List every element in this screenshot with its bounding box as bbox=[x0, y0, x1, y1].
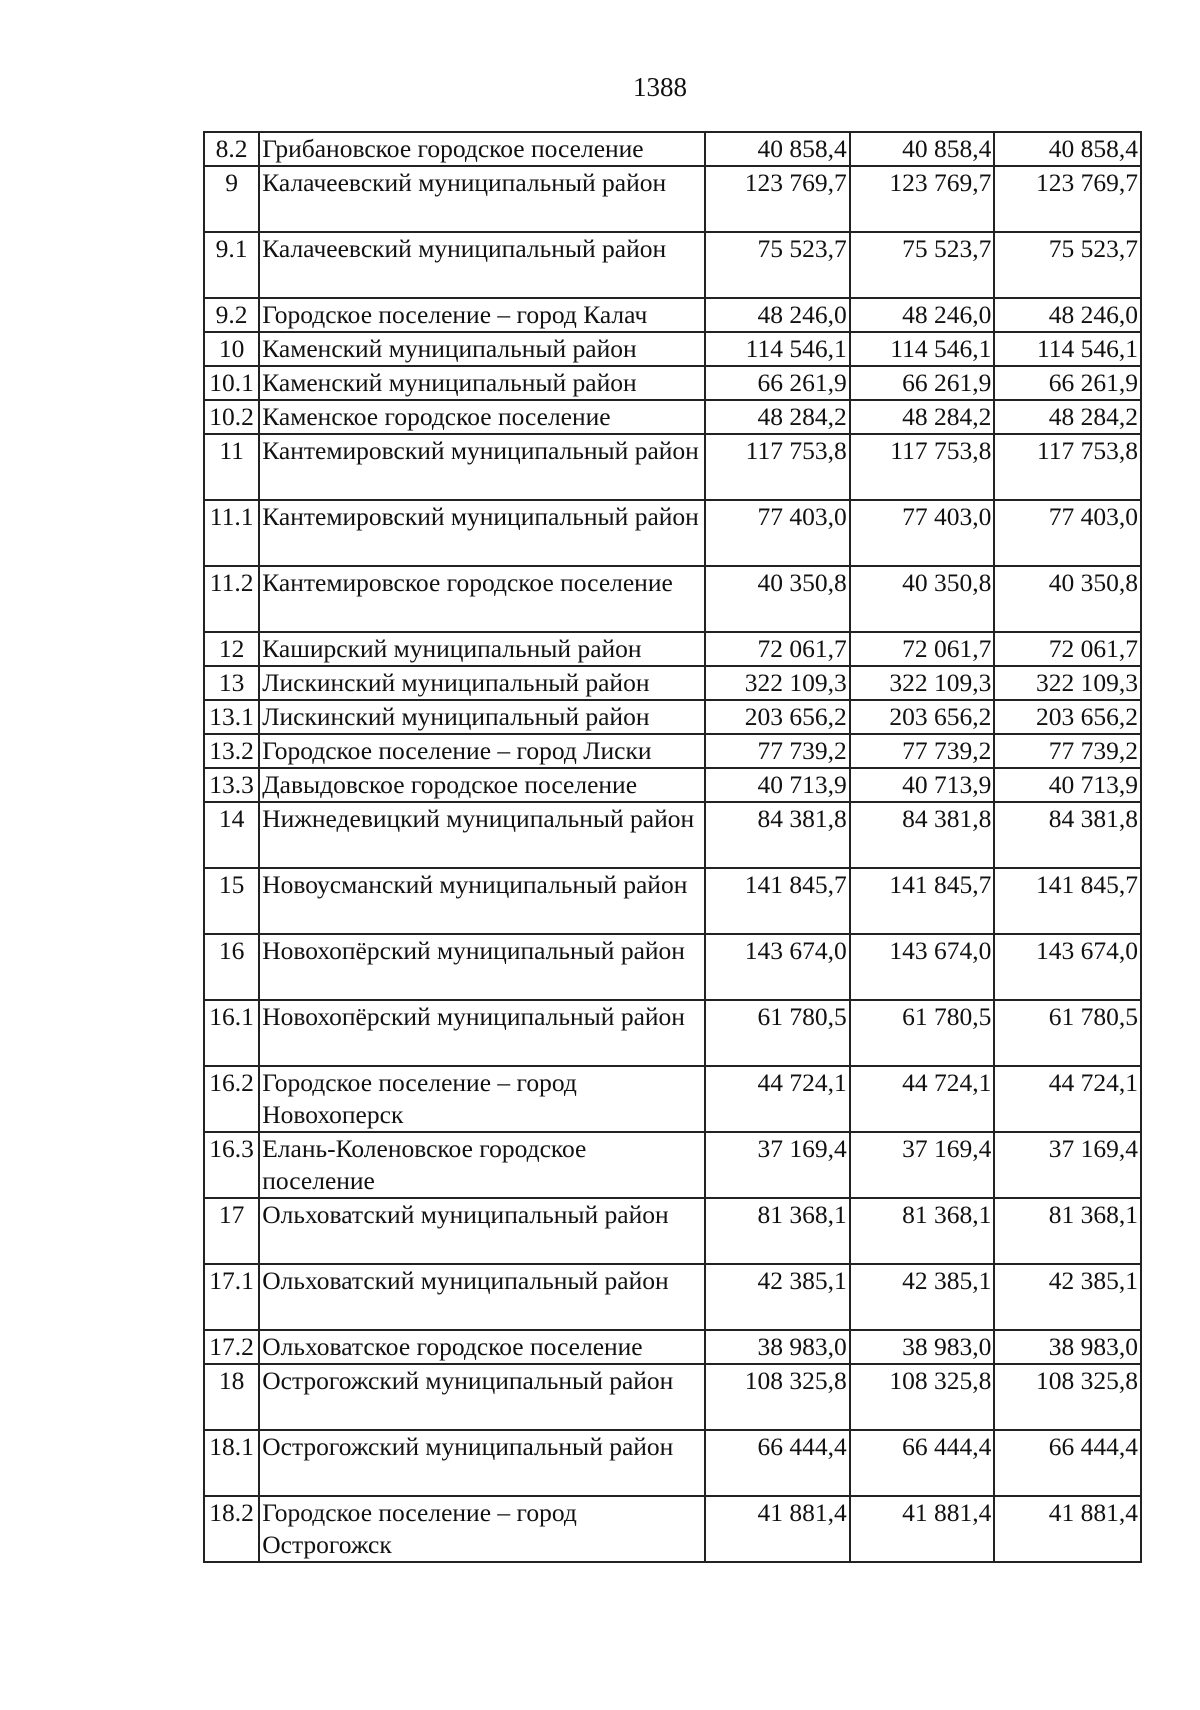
row-number: 9.1 bbox=[204, 232, 259, 298]
table-row bbox=[204, 1430, 1141, 1496]
row-name: Городское поселение – город Лиски bbox=[259, 734, 705, 768]
row-value-2: 75 523,7 bbox=[850, 232, 995, 298]
row-value-2: 77 403,0 bbox=[850, 500, 995, 566]
row-name: Ольховатский муниципальный район bbox=[259, 1198, 705, 1264]
row-value-3: 77 403,0 bbox=[994, 500, 1141, 566]
row-value-2: 203 656,2 bbox=[850, 700, 995, 734]
table-row bbox=[204, 332, 1141, 366]
table-row bbox=[204, 132, 1141, 166]
row-number: 15 bbox=[204, 868, 259, 934]
row-value-2: 61 780,5 bbox=[850, 1000, 995, 1066]
row-value-3: 40 858,4 bbox=[994, 132, 1141, 166]
row-value-1: 114 546,1 bbox=[705, 332, 850, 366]
row-number: 13.1 bbox=[204, 700, 259, 734]
row-value-3: 66 261,9 bbox=[994, 366, 1141, 400]
row-number: 10.2 bbox=[204, 400, 259, 434]
table-row bbox=[204, 1066, 1141, 1132]
row-number: 8.2 bbox=[204, 132, 259, 166]
row-value-1: 77 403,0 bbox=[705, 500, 850, 566]
row-value-1: 143 674,0 bbox=[705, 934, 850, 1000]
row-number: 12 bbox=[204, 632, 259, 666]
row-value-3: 141 845,7 bbox=[994, 868, 1141, 934]
table-row bbox=[204, 632, 1141, 666]
page-number: 1388 bbox=[633, 72, 687, 102]
row-value-1: 108 325,8 bbox=[705, 1364, 850, 1430]
row-value-3: 81 368,1 bbox=[994, 1198, 1141, 1264]
row-value-1: 77 739,2 bbox=[705, 734, 850, 768]
row-name: Новохопёрский муниципальный район bbox=[259, 1000, 705, 1066]
row-value-2: 72 061,7 bbox=[850, 632, 995, 666]
row-value-2: 322 109,3 bbox=[850, 666, 995, 700]
row-name: Грибановское городское поселение bbox=[259, 132, 705, 166]
table-row bbox=[204, 1198, 1141, 1264]
row-name: Острогожский муниципальный район bbox=[259, 1364, 705, 1430]
table-body bbox=[204, 132, 1141, 1562]
row-number: 17.1 bbox=[204, 1264, 259, 1330]
row-name: Кантемировский муниципальный район bbox=[259, 434, 705, 500]
row-number: 16.3 bbox=[204, 1132, 259, 1198]
row-name: Кантемировское городское поселение bbox=[259, 566, 705, 632]
row-value-1: 38 983,0 bbox=[705, 1330, 850, 1364]
table-row bbox=[204, 734, 1141, 768]
row-number: 14 bbox=[204, 802, 259, 868]
row-value-1: 44 724,1 bbox=[705, 1066, 850, 1132]
table-row bbox=[204, 566, 1141, 632]
table-row bbox=[204, 868, 1141, 934]
row-name: Давыдовское городское поселение bbox=[259, 768, 705, 802]
row-number: 13.3 bbox=[204, 768, 259, 802]
row-value-2: 81 368,1 bbox=[850, 1198, 995, 1264]
table-row bbox=[204, 1264, 1141, 1330]
row-value-3: 42 385,1 bbox=[994, 1264, 1141, 1330]
row-name: Калачеевский муниципальный район bbox=[259, 166, 705, 232]
row-value-3: 117 753,8 bbox=[994, 434, 1141, 500]
row-value-1: 75 523,7 bbox=[705, 232, 850, 298]
row-number: 16.1 bbox=[204, 1000, 259, 1066]
row-value-3: 37 169,4 bbox=[994, 1132, 1141, 1198]
table-row bbox=[204, 1364, 1141, 1430]
row-value-2: 66 444,4 bbox=[850, 1430, 995, 1496]
row-value-2: 37 169,4 bbox=[850, 1132, 995, 1198]
row-value-3: 123 769,7 bbox=[994, 166, 1141, 232]
table-row bbox=[204, 1330, 1141, 1364]
row-number: 11.1 bbox=[204, 500, 259, 566]
row-value-1: 66 261,9 bbox=[705, 366, 850, 400]
table-row bbox=[204, 1496, 1141, 1562]
row-value-1: 48 246,0 bbox=[705, 298, 850, 332]
table-row bbox=[204, 366, 1141, 400]
row-value-2: 48 246,0 bbox=[850, 298, 995, 332]
row-name: Елань-Коленовское городское поселение bbox=[259, 1132, 705, 1198]
row-value-2: 40 350,8 bbox=[850, 566, 995, 632]
row-value-2: 77 739,2 bbox=[850, 734, 995, 768]
row-value-3: 66 444,4 bbox=[994, 1430, 1141, 1496]
row-number: 18.1 bbox=[204, 1430, 259, 1496]
row-number: 13.2 bbox=[204, 734, 259, 768]
row-number: 9 bbox=[204, 166, 259, 232]
row-value-3: 108 325,8 bbox=[994, 1364, 1141, 1430]
row-value-3: 75 523,7 bbox=[994, 232, 1141, 298]
table-row bbox=[204, 666, 1141, 700]
row-value-1: 42 385,1 bbox=[705, 1264, 850, 1330]
row-name: Ольховатское городское поселение bbox=[259, 1330, 705, 1364]
row-value-2: 141 845,7 bbox=[850, 868, 995, 934]
row-value-1: 66 444,4 bbox=[705, 1430, 850, 1496]
row-value-1: 48 284,2 bbox=[705, 400, 850, 434]
row-number: 10 bbox=[204, 332, 259, 366]
row-value-3: 48 246,0 bbox=[994, 298, 1141, 332]
row-name: Городское поселение – город Калач bbox=[259, 298, 705, 332]
row-value-2: 143 674,0 bbox=[850, 934, 995, 1000]
table-row bbox=[204, 768, 1141, 802]
row-value-2: 117 753,8 bbox=[850, 434, 995, 500]
row-value-2: 108 325,8 bbox=[850, 1364, 995, 1430]
row-name: Каменский муниципальный район bbox=[259, 332, 705, 366]
row-value-2: 41 881,4 bbox=[850, 1496, 995, 1562]
row-name: Нижнедевицкий муниципальный район bbox=[259, 802, 705, 868]
row-value-2: 66 261,9 bbox=[850, 366, 995, 400]
row-name: Каменское городское поселение bbox=[259, 400, 705, 434]
row-value-3: 77 739,2 bbox=[994, 734, 1141, 768]
row-value-1: 40 350,8 bbox=[705, 566, 850, 632]
row-value-3: 38 983,0 bbox=[994, 1330, 1141, 1364]
table-row bbox=[204, 166, 1141, 232]
table-row bbox=[204, 802, 1141, 868]
row-value-2: 114 546,1 bbox=[850, 332, 995, 366]
budget-table bbox=[203, 131, 1142, 1563]
table-row bbox=[204, 298, 1141, 332]
table-row bbox=[204, 434, 1141, 500]
row-number: 11.2 bbox=[204, 566, 259, 632]
row-value-2: 44 724,1 bbox=[850, 1066, 995, 1132]
row-value-1: 40 858,4 bbox=[705, 132, 850, 166]
row-name: Лискинский муниципальный район bbox=[259, 666, 705, 700]
row-value-3: 40 350,8 bbox=[994, 566, 1141, 632]
table-row bbox=[204, 400, 1141, 434]
row-value-3: 44 724,1 bbox=[994, 1066, 1141, 1132]
row-number: 10.1 bbox=[204, 366, 259, 400]
row-number: 11 bbox=[204, 434, 259, 500]
row-value-1: 41 881,4 bbox=[705, 1496, 850, 1562]
table-row bbox=[204, 232, 1141, 298]
row-value-2: 123 769,7 bbox=[850, 166, 995, 232]
row-number: 18 bbox=[204, 1364, 259, 1430]
row-value-1: 72 061,7 bbox=[705, 632, 850, 666]
row-name: Каменский муниципальный район bbox=[259, 366, 705, 400]
row-value-3: 322 109,3 bbox=[994, 666, 1141, 700]
row-name: Лискинский муниципальный район bbox=[259, 700, 705, 734]
row-value-1: 141 845,7 bbox=[705, 868, 850, 934]
row-value-1: 84 381,8 bbox=[705, 802, 850, 868]
table-row bbox=[204, 934, 1141, 1000]
row-value-1: 203 656,2 bbox=[705, 700, 850, 734]
row-value-3: 48 284,2 bbox=[994, 400, 1141, 434]
row-name: Каширский муниципальный район bbox=[259, 632, 705, 666]
row-name: Калачеевский муниципальный район bbox=[259, 232, 705, 298]
row-name: Острогожский муниципальный район bbox=[259, 1430, 705, 1496]
row-value-1: 117 753,8 bbox=[705, 434, 850, 500]
row-value-2: 40 858,4 bbox=[850, 132, 995, 166]
row-value-1: 322 109,3 bbox=[705, 666, 850, 700]
table-row bbox=[204, 500, 1141, 566]
table-row bbox=[204, 700, 1141, 734]
row-value-3: 61 780,5 bbox=[994, 1000, 1141, 1066]
row-number: 17.2 bbox=[204, 1330, 259, 1364]
row-name: Новоусманский муниципальный район bbox=[259, 868, 705, 934]
row-name: Городское поселение – город Новохоперск bbox=[259, 1066, 705, 1132]
row-number: 16.2 bbox=[204, 1066, 259, 1132]
row-number: 9.2 bbox=[204, 298, 259, 332]
row-number: 18.2 bbox=[204, 1496, 259, 1562]
row-value-1: 37 169,4 bbox=[705, 1132, 850, 1198]
row-value-1: 61 780,5 bbox=[705, 1000, 850, 1066]
row-value-3: 114 546,1 bbox=[994, 332, 1141, 366]
row-value-1: 81 368,1 bbox=[705, 1198, 850, 1264]
table-row bbox=[204, 1000, 1141, 1066]
row-value-3: 203 656,2 bbox=[994, 700, 1141, 734]
row-name: Новохопёрский муниципальный район bbox=[259, 934, 705, 1000]
row-name: Кантемировский муниципальный район bbox=[259, 500, 705, 566]
row-name: Ольховатский муниципальный район bbox=[259, 1264, 705, 1330]
row-number: 13 bbox=[204, 666, 259, 700]
row-value-2: 40 713,9 bbox=[850, 768, 995, 802]
row-value-2: 84 381,8 bbox=[850, 802, 995, 868]
row-value-2: 48 284,2 bbox=[850, 400, 995, 434]
row-value-3: 143 674,0 bbox=[994, 934, 1141, 1000]
table-row bbox=[204, 1132, 1141, 1198]
row-number: 17 bbox=[204, 1198, 259, 1264]
row-value-1: 40 713,9 bbox=[705, 768, 850, 802]
row-value-1: 123 769,7 bbox=[705, 166, 850, 232]
row-value-3: 40 713,9 bbox=[994, 768, 1141, 802]
row-value-2: 38 983,0 bbox=[850, 1330, 995, 1364]
row-number: 16 bbox=[204, 934, 259, 1000]
row-value-2: 42 385,1 bbox=[850, 1264, 995, 1330]
row-value-3: 84 381,8 bbox=[994, 802, 1141, 868]
row-value-3: 72 061,7 bbox=[994, 632, 1141, 666]
row-name: Городское поселение – город Острогожск bbox=[259, 1496, 705, 1562]
row-value-3: 41 881,4 bbox=[994, 1496, 1141, 1562]
